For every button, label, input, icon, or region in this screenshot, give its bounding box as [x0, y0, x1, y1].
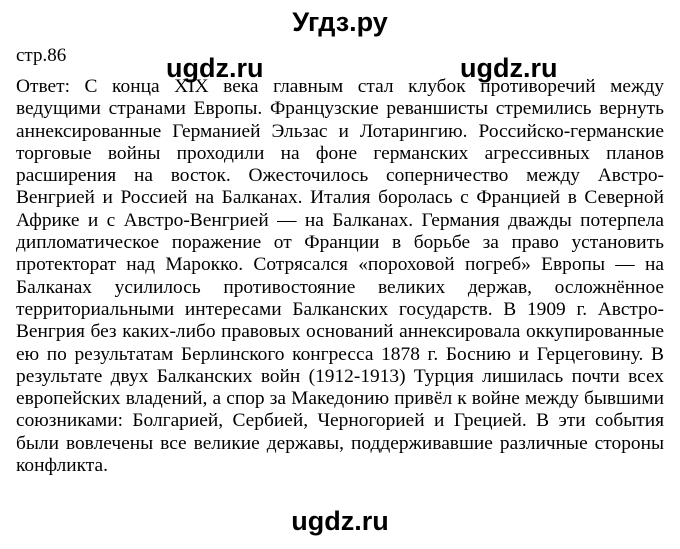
answer-line: торговые войны проходили на фоне германских агрессивных планов: [16, 142, 664, 164]
answer-line: Венгрия без каких-либо правовых оснований аннексировала оккупированные: [16, 321, 664, 343]
answer-line: Африке и с Австро-Венгрией — на Балканах. Германия дважды потерпела: [16, 209, 664, 231]
page-reference: стр.86: [16, 45, 67, 66]
answer-line: территориальными интересами Балканских государств. В 1909 г. Австро-: [16, 298, 664, 320]
answer-text: [16, 76, 664, 477]
answer-line: Венгрией и Россией на Балканах. Италия боролась с Францией в Северной: [16, 187, 664, 209]
answer-line: Балканах усилилось противостояние великих держав, осложнённое: [16, 276, 664, 298]
answer-line: расширения на восток. Ожесточилось соперничество между Австро-: [16, 165, 664, 187]
answer-line: ведущими странами Европы. Французские реваншисты стремились вернуть: [16, 98, 664, 120]
answer-line: конфликта.: [16, 455, 108, 477]
site-title: Угдз.ру: [292, 7, 388, 37]
answer-line: протекторат над Марокко. Сотрясался «пороховой погреб» Европы — на: [16, 254, 664, 276]
answer-line: были вовлечены все великие державы, поддерживавшие различные стороны: [16, 432, 664, 454]
answer-line: дипломатическое поражение от Франции в борьбе за право установить: [16, 232, 664, 254]
answer-line: ею по результатам Берлинского конгресса 1878 г. Боснию и Герцеговину. В: [16, 343, 664, 365]
watermark: ugdz.ru: [460, 53, 558, 83]
watermark: ugdz.ru: [166, 53, 264, 83]
answer-line: союзниками: Болгарией, Сербией, Черногорией и Грецией. В эти события: [16, 410, 664, 432]
answer-line: результате двух Балканских войн (1912-1913) Турция лишилась почти всех: [16, 365, 664, 387]
answer-line: европейских владений, а спор за Македонию привёл к войне между бывшими: [16, 388, 664, 410]
watermark: ugdz.ru: [291, 506, 389, 536]
answer-line: Ответ: С конца XIX века главным стал клубок противоречий между: [16, 76, 664, 97]
answer-line: аннексированные Германией Эльзас и Лотарингию. Российско-германские: [16, 120, 664, 142]
